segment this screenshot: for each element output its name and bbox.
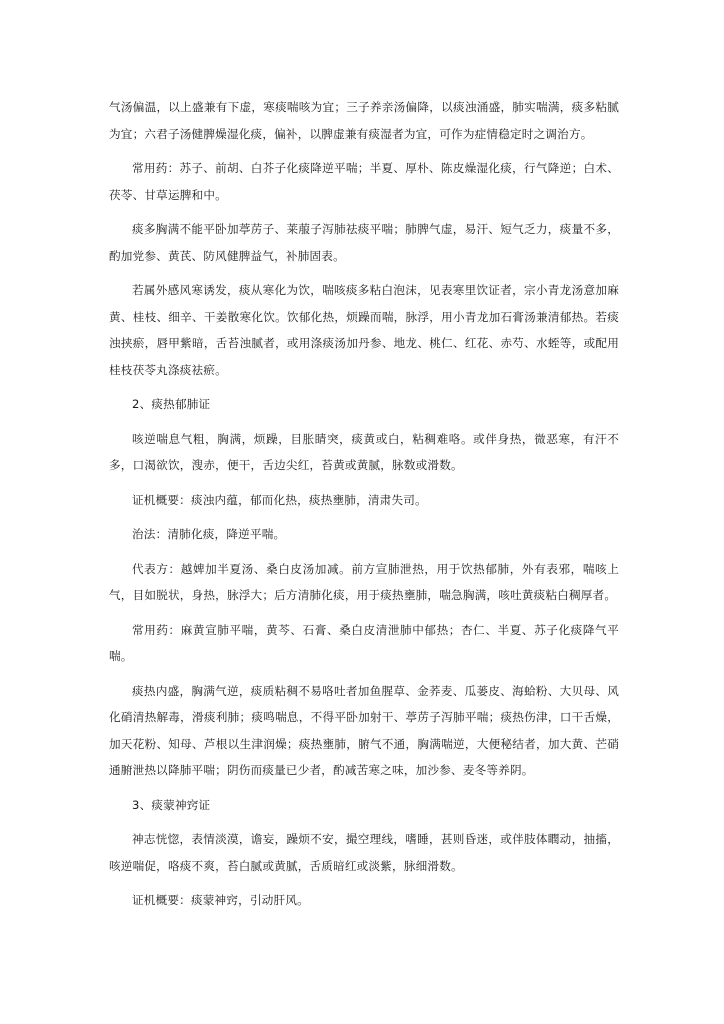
document-page <box>109 94 619 922</box>
paragraph-common-herbs-1: 常用药：苏子、前胡、白芥子化痰降逆平喘；半夏、厚朴、陈皮燥湿化痰，行气降逆；白术、茯苓、甘草运脾和中。 <box>109 161 619 202</box>
paragraph-treatment-2: 治法：清肺化痰，降逆平喘。 <box>132 527 286 541</box>
paragraph-symptoms-2: 咳逆喘息气粗，胸满，烦躁，目胀睛突，痰黄或白，粘稠难咯。或伴身热，微恶寒，有汗不多，口渴欲饮，溲赤，便干，舌边尖红，苔黄或黄腻，脉数或滑数。 <box>109 431 619 472</box>
paragraph-pathogenesis-3: 证机概要：痰蒙神窍，引动肝风。 <box>132 893 309 907</box>
paragraph-modification-2: 若属外感风寒诱发，痰从寒化为饮，喘咳痰多粘白泡沫，见表寒里饮证者，宗小青龙汤意加麻黄、桂枝、细辛、干姜散寒化饮。饮郁化热，烦躁而喘，脉浮，用小青龙加石膏汤兼清郁热。若痰浊挟瘀，唇甲紫暗，舌苔浊腻者，或用涤痰汤加丹参、地龙、桃仁、红花、赤芍、水蛭等，或配用桂枝茯苓丸涤痰祛瘀。 <box>109 283 619 377</box>
paragraph-symptoms-3: 神志恍惚，表情淡漠，谵妄，躁烦不安，撮空理线，嗜睡，甚则昏迷，或伴肢体瞤动，抽搐，咳逆喘促，咯痰不爽，苔白腻或黄腻，舌质暗红或淡紫，脉细滑数。 <box>109 832 619 873</box>
paragraph-modification-1: 痰多胸满不能平卧加葶苈子、莱菔子泻肺祛痰平喘；肺脾气虚，易汗、短气乏力，痰量不多，酌加党参、黄芪、防风健脾益气，补肺固表。 <box>109 222 619 263</box>
paragraph-modification-3: 痰热内盛，胸满气逆，痰质粘稠不易咯吐者加鱼腥草、金荞麦、瓜蒌皮、海蛤粉、大贝母、风化硝清热解毒，滑痰利肺；痰鸣喘息，不得平卧加射干、葶苈子泻肺平喘；痰热伤津，口干舌燥，加天花粉、知母、芦根以生津润燥；痰热壅肺，腑气不通，胸满喘逆，大便秘结者，加大黄、芒硝通腑泄热以降肺平喘；阴伤而痰量已少者，酌减苦寒之味，加沙参、麦冬等养阴。 <box>109 683 619 777</box>
section-heading-phlegm-spirit: 3、痰蒙神窍证 <box>132 797 211 812</box>
paragraph-formula-comparison: 气汤偏温，以上盛兼有下虚，寒痰喘咳为宜；三子养亲汤偏降，以痰浊涌盛，肺实喘满，痰多粘腻为宜；六君子汤健脾燥湿化痰，偏补，以脾虚兼有痰湿者为宜，可作为症情稳定时之调治方。 <box>109 100 619 141</box>
paragraph-representative-formula-2: 代表方：越婢加半夏汤、桑白皮汤加减。前方宣肺泄热，用于饮热郁肺，外有表邪，喘咳上气，目如脱状，身热，脉浮大；后方清肺化痰，用于痰热壅肺，喘急胸满，咳吐黄痰粘白稠厚者。 <box>109 561 619 602</box>
section-heading-phlegm-heat: 2、痰热郁肺证 <box>132 397 211 411</box>
paragraph-common-herbs-2: 常用药：麻黄宣肺平喘，黄芩、石膏、桑白皮清泄肺中郁热；杏仁、半夏、苏子化痰降气平喘。 <box>109 622 619 663</box>
paragraph-pathogenesis-2: 证机概要：痰浊内蕴，郁而化热，痰热壅肺，清肃失司。 <box>132 492 427 507</box>
